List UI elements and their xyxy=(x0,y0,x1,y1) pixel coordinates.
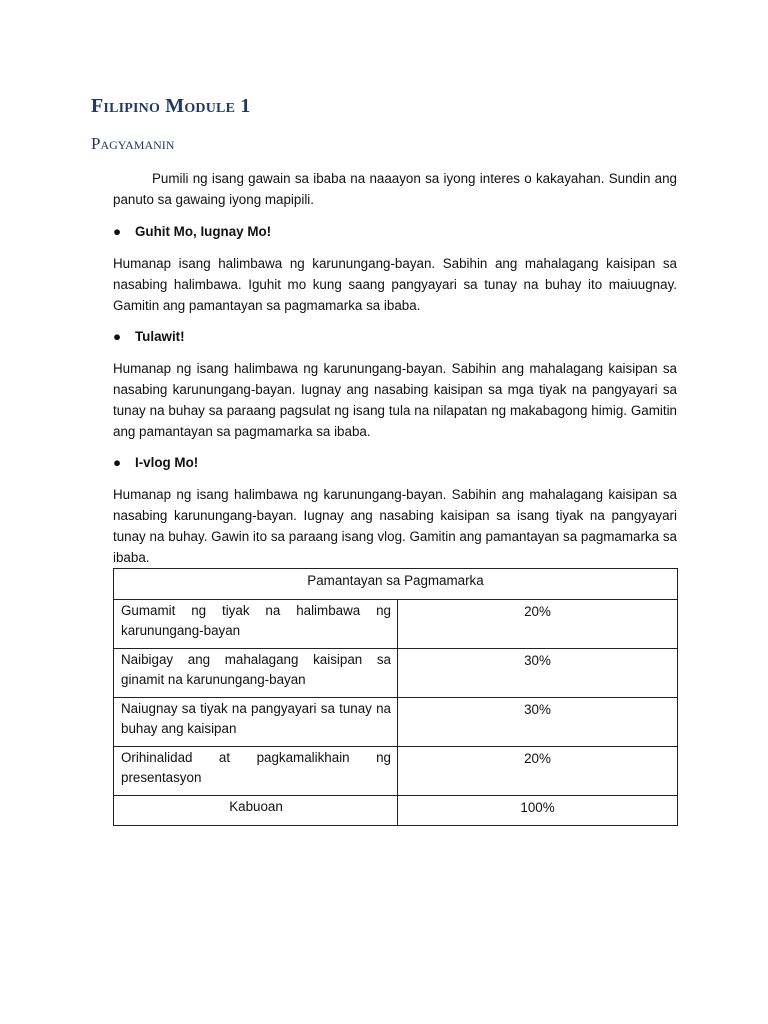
rubric-criterion: Naibigay ang mahalagang kaisipan sa ginamit na karunungang-bayan xyxy=(114,649,398,698)
rubric-criterion: Gumamit ng tiyak na halimbawa ng karunungang-bayan xyxy=(114,600,398,649)
activity-text-2: Humanap ng isang halimbawa ng karunungang-bayan. Sabihin ang mahalagang kaisipan sa nasabing karunungang-bayan. Iugnay ang nasabing kaisipan sa mga tiyak na pangyayari sa tunay na buhay sa paraang pagsulat ng isang tula na nilapatan ng makabagong himig. Gamitin ang pamantayan sa pagmamarka sa ibaba. xyxy=(113,361,677,439)
bullet-icon: ● xyxy=(113,455,122,470)
rubric-percent: 30% xyxy=(398,698,678,747)
rubric-criterion: Orihinalidad at pagkamalikhain ng presentasyon xyxy=(114,747,398,796)
content-body xyxy=(113,168,677,578)
rubric-total-percent: 100% xyxy=(398,796,678,826)
bullet-icon: ● xyxy=(113,224,122,239)
rubric-criterion: Naiugnay sa tiyak na pangyayari sa tunay na buhay ang kaisipan xyxy=(114,698,398,747)
table-row xyxy=(114,649,678,698)
bullet-icon: ● xyxy=(113,329,122,344)
table-row xyxy=(114,747,678,796)
activity-title: I-vlog Mo! xyxy=(135,455,199,470)
rubric-percent: 20% xyxy=(398,600,678,649)
activity-text-1: Humanap isang halimbawa ng karunungang-bayan. Sabihin ang mahalagang kaisipan sa nasabing halimbawa. Iguhit mo kung saang pangyayari sa tunay na buhay ito maiuugnay. Gamitin ang pamantayan sa pagmamarka sa ibaba. xyxy=(113,256,677,313)
intro-paragraph: Pumili ng isang gawain sa ibaba na naaayon sa iyong interes o kakayahan. Sundin ang panuto sa gawaing iyong mapipili. xyxy=(113,171,677,207)
rubric-total-row xyxy=(114,796,678,826)
activity-heading-1 xyxy=(113,221,677,242)
rubric-total-label: Kabuoan xyxy=(114,796,398,826)
rubric-header-row xyxy=(114,569,678,600)
table-row xyxy=(114,698,678,747)
rubric-table xyxy=(113,568,678,826)
rubric-header: Pamantayan sa Pagmamarka xyxy=(114,569,678,600)
activity-title: Guhit Mo, Iugnay Mo! xyxy=(135,224,272,239)
activity-text-3: Humanap ng isang halimbawa ng karunungang-bayan. Sabihin ang mahalagang kaisipan sa nasabing karunungang-bayan. Iugnay ang nasabing kaisipan sa isang tiyak na pangyayari tunay na buhay. Gawin ito sa paraang isang vlog. Gamitin ang pamantayan sa pagmamarka sa ibaba. xyxy=(113,487,677,565)
activity-title: Tulawit! xyxy=(135,329,185,344)
rubric-percent: 30% xyxy=(398,649,678,698)
table-row xyxy=(114,600,678,649)
rubric-percent: 20% xyxy=(398,747,678,796)
activity-heading-3 xyxy=(113,452,677,473)
section-heading: Pagyamanin xyxy=(91,134,175,153)
module-title: Filipino Module 1 xyxy=(91,95,251,117)
activity-heading-2 xyxy=(113,326,677,347)
